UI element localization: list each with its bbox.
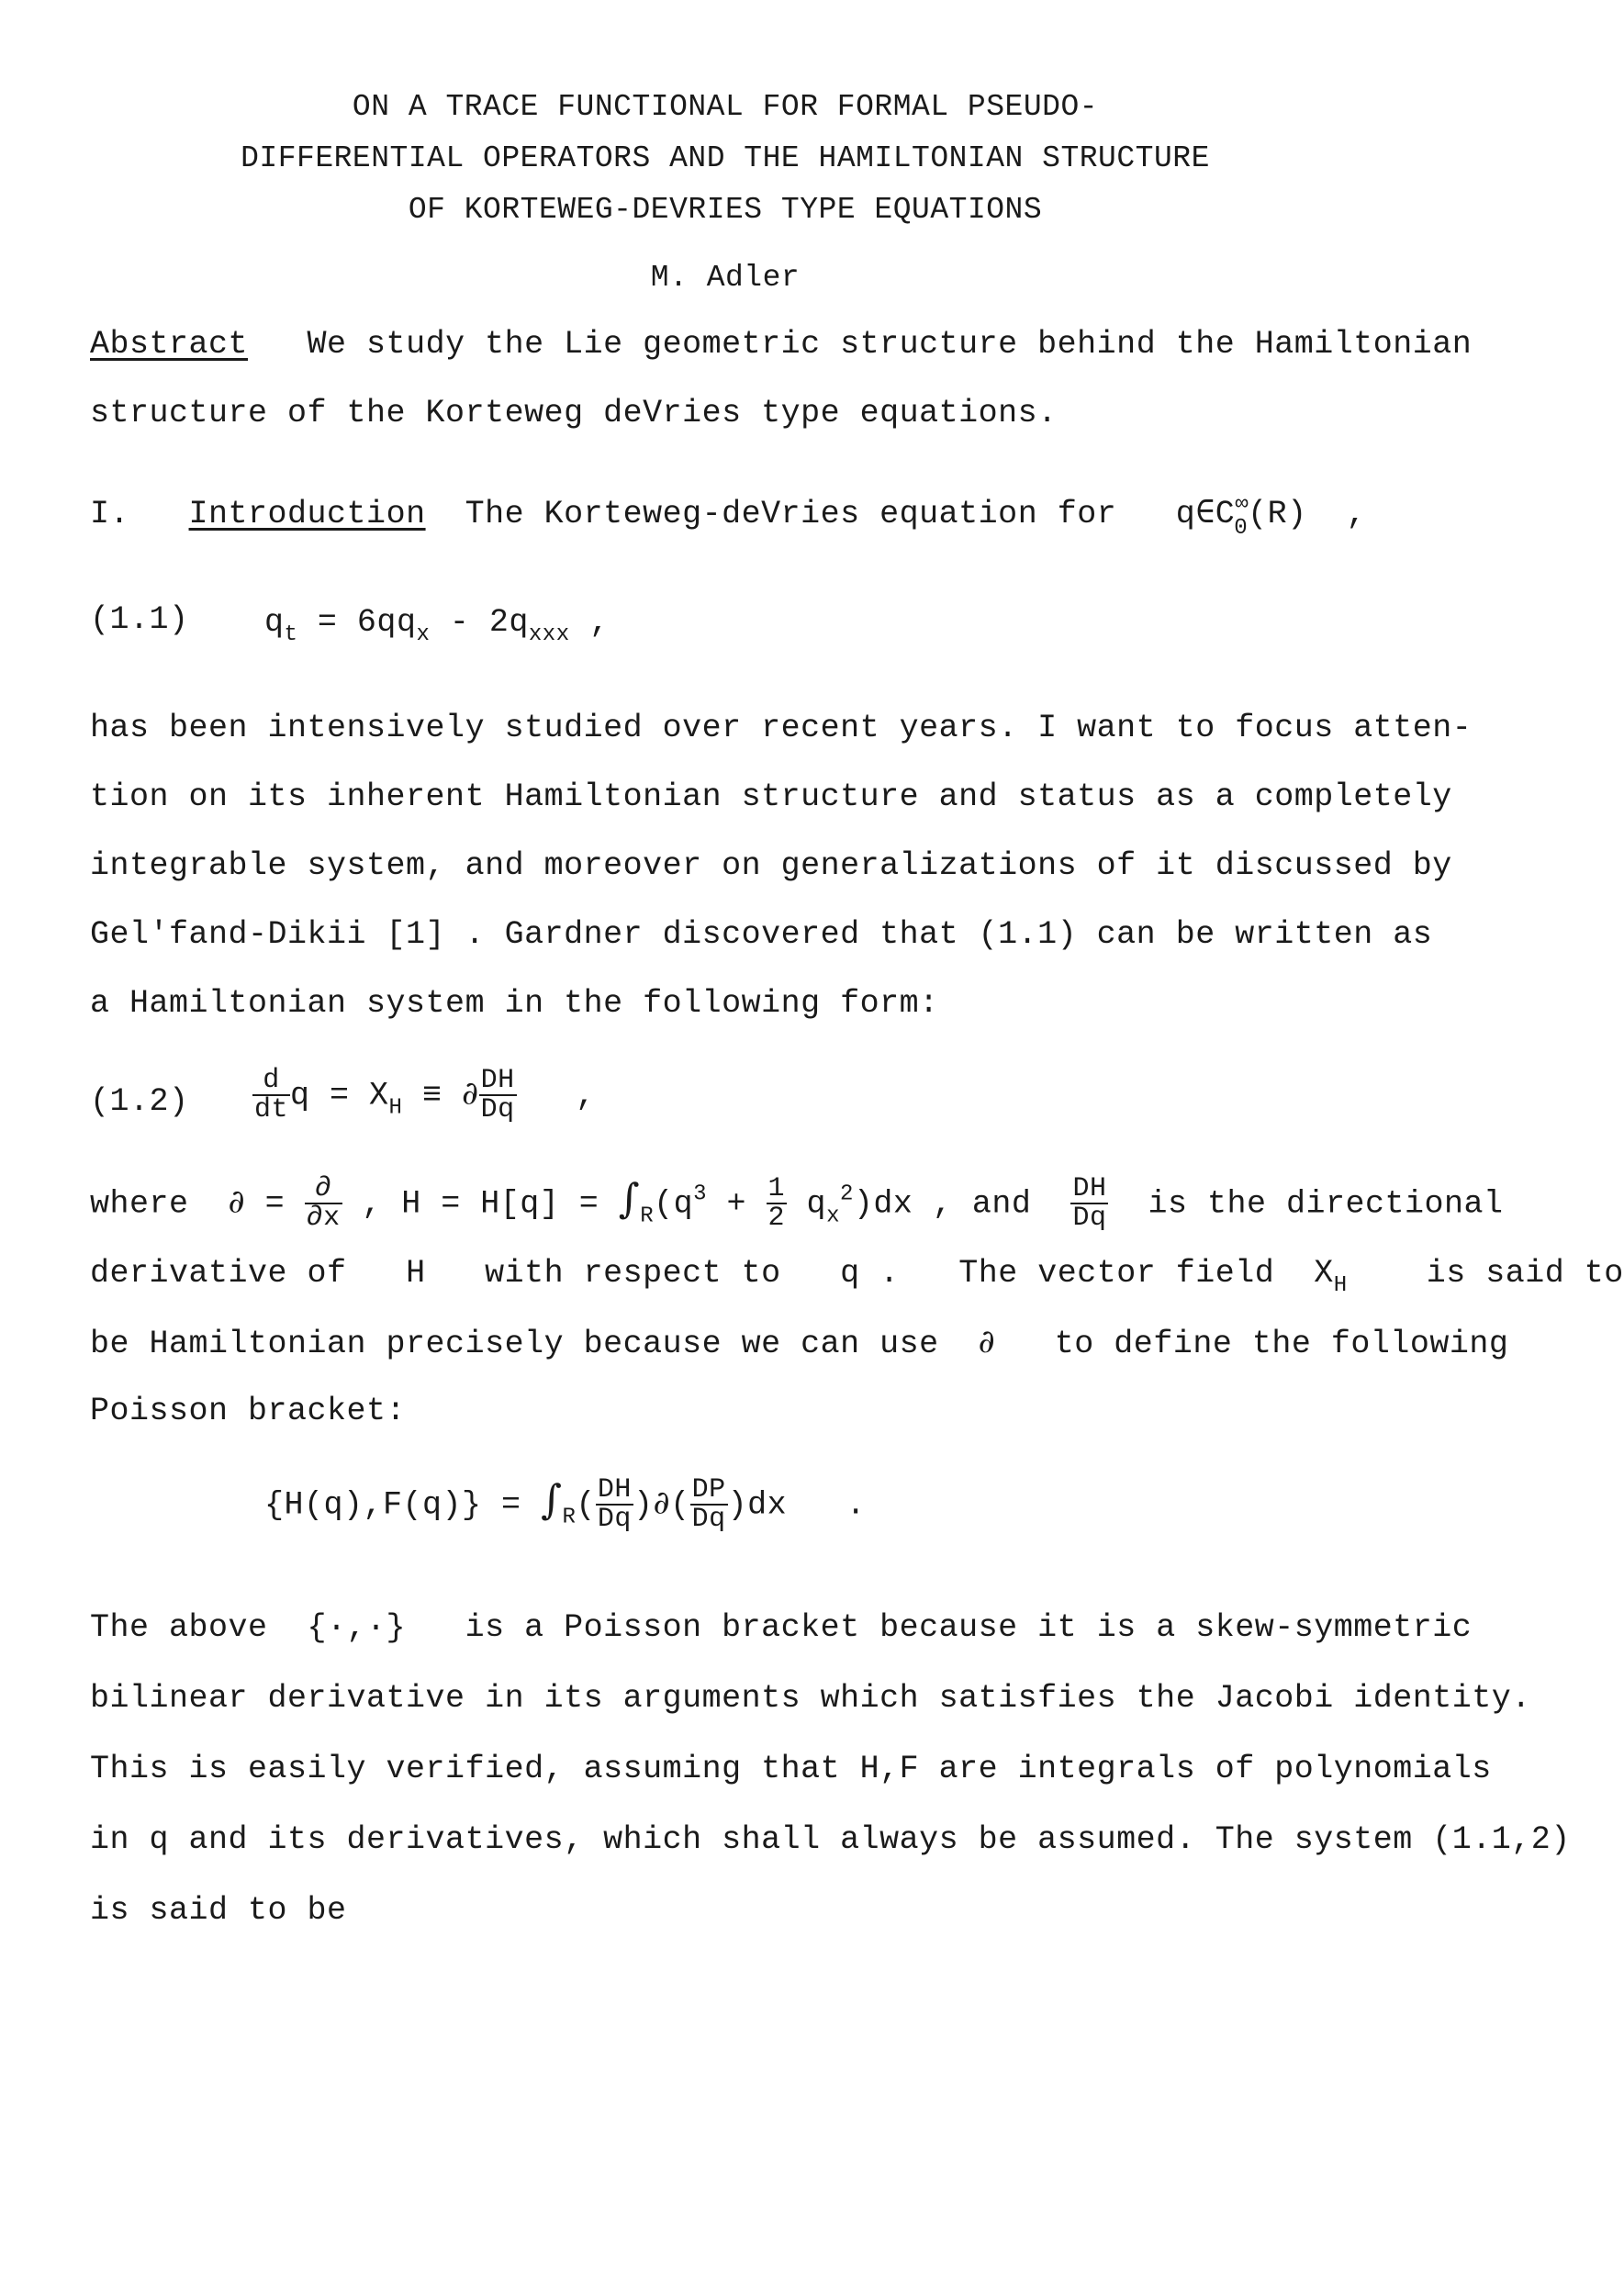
eq-1-1-label: (1.1) xyxy=(90,601,189,638)
para1-line-5: a Hamiltonian system in the following form: xyxy=(90,985,939,1022)
abstract-text-1: We study the Lie geometric structure behind the Hamiltonian xyxy=(307,326,1473,363)
hamiltonian-text-a: be Hamiltonian precisely because we can use xyxy=(90,1326,939,1362)
section-number: I. xyxy=(90,496,130,532)
where-word: where xyxy=(90,1185,189,1223)
eq-1-1: $q_t = 6qq_x - 2q_{xxx}$ , xyxy=(264,604,610,647)
eq-1-2-label: (1.2) xyxy=(90,1083,189,1120)
abstract-line-2: structure of the Korteweg deVries type equations. xyxy=(90,395,1058,431)
poisson-label: Poisson bracket: xyxy=(90,1393,407,1429)
para1-line-3: integrable system, and moreover on generalizations of it discussed by xyxy=(90,847,1452,884)
para2-line-1: The above {·,·} is a Poisson bracket because it is a skew-symmetric xyxy=(90,1609,1473,1646)
intro-line xyxy=(90,492,1367,541)
derivative-text-d: q . xyxy=(840,1255,900,1292)
derivative-text-e: The vector field xyxy=(958,1255,1275,1292)
derivative-text-b: H xyxy=(406,1255,426,1292)
para2-line-2: bilinear derivative in its arguments which satisfies the Jacobi identity. xyxy=(90,1680,1531,1717)
where-line: where ∂ = $\frac{\partial}{\partial x}$ , $H = H[q] = \int_R(q^3$ + $\frac{1}{2}$ $q_x^2)dx$ , and $\frac{DH}{Dq}$ is the directional xyxy=(90,1173,1504,1234)
and-word: , and xyxy=(932,1185,1032,1223)
title-line-1: ON A TRACE FUNCTIONAL FOR FORMAL PSEUDO- xyxy=(352,90,1099,124)
poisson-bracket-equation: $\{H(q),F(q)\} = \int_R$( $\frac{DH}{Dq}$ )∂( $\frac{DP}{Dq}$ )dx . xyxy=(264,1474,867,1535)
abstract-line-1 xyxy=(90,326,1472,363)
hamiltonian-line: be Hamiltonian precisely because we can use ∂ to define the following xyxy=(90,1324,1509,1362)
derivative-text-c: with respect to xyxy=(485,1255,781,1292)
derivative-text-f: is said to xyxy=(1426,1255,1624,1292)
intro-text: The Korteweg-deVries equation for xyxy=(465,496,1117,532)
para1-line-4: Gel'fand-Dikii [1] . Gardner discovered that (1.1) can be written as xyxy=(90,916,1433,953)
intro-math: $q\in C^\infty_0(R)$ , xyxy=(1175,492,1367,541)
section-heading: Introduction xyxy=(188,496,426,532)
para2-line-3: This is easily verified, assuming that H,F are integrals of polynomials xyxy=(90,1751,1492,1787)
eq-1-2: $\frac{d}{dt}$ $q = X_H$ ≡ ∂ $\frac{DH}{Dq}$ , xyxy=(254,1065,596,1125)
para2-line-5: is said to be xyxy=(90,1892,347,1929)
author: M. Adler xyxy=(650,261,801,295)
abstract-heading: Abstract xyxy=(90,326,249,363)
para2-line-4: in q and its derivatives, which shall always be assumed. The system (1.1,2) xyxy=(90,1821,1571,1858)
para1-line-1: has been intensively studied over recent years. I want to focus atten- xyxy=(90,710,1473,746)
para2-text-1b: is a Poisson bracket because it is a skew-symmetric xyxy=(465,1609,1473,1646)
title-line-3: OF KORTEWEG-DEVRIES TYPE EQUATIONS xyxy=(408,193,1043,227)
hamiltonian-text-b: to define the following xyxy=(1054,1326,1509,1362)
derivative-line: derivative of H with respect to q . The vector field $X_H$ is said to xyxy=(90,1255,1624,1298)
derivative-text-a: derivative of xyxy=(90,1255,347,1292)
para1-line-2: tion on its inherent Hamiltonian structure and status as a completely xyxy=(90,778,1452,815)
title-line-2: DIFFERENTIAL OPERATORS AND THE HAMILTONIAN STRUCTURE xyxy=(241,141,1210,175)
para2-text-1a: The above xyxy=(90,1609,268,1646)
directional-text: is the directional xyxy=(1148,1185,1504,1223)
